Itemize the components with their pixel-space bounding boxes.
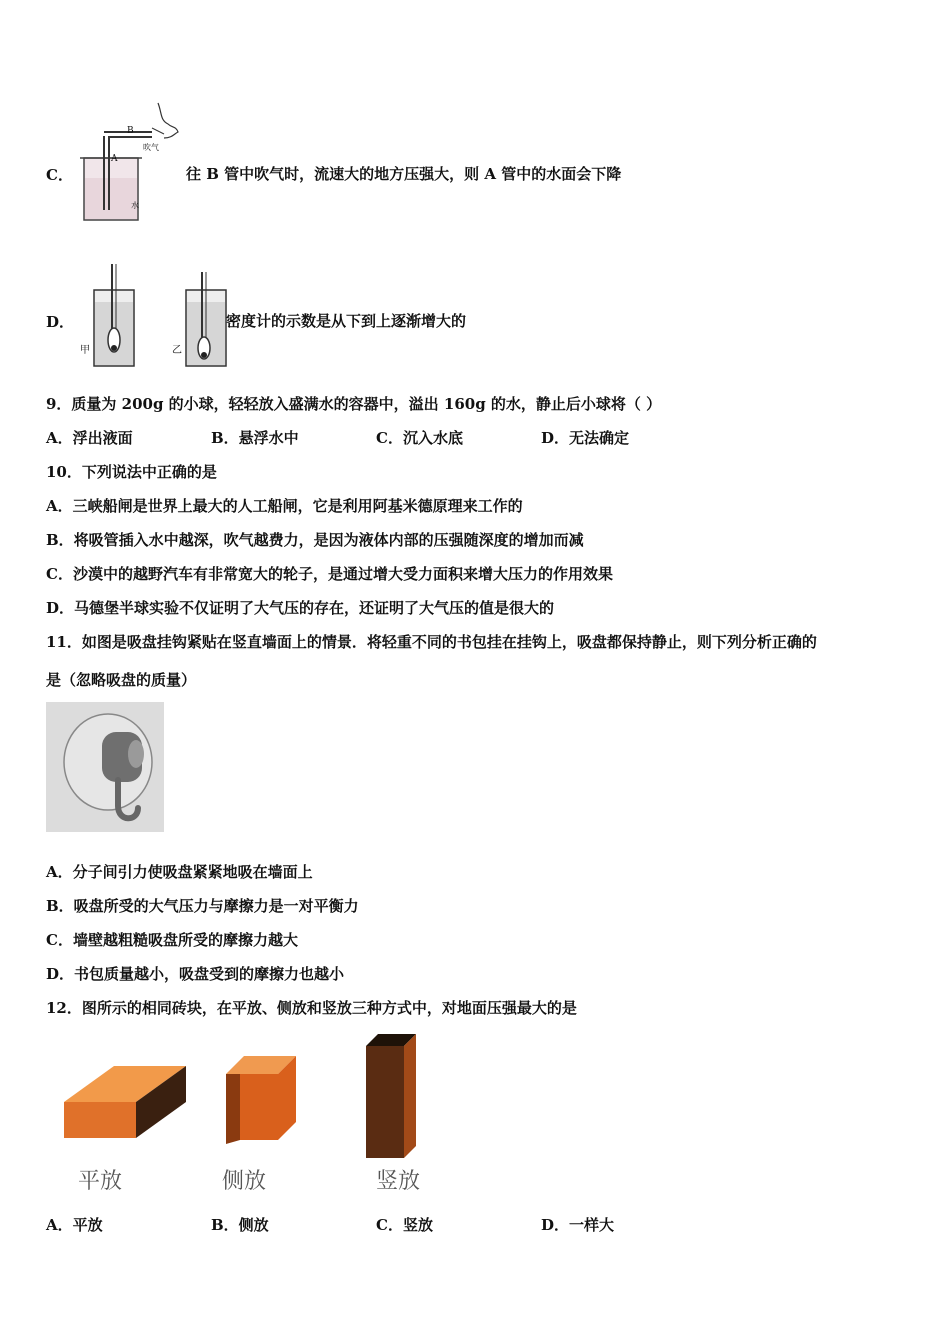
question-9-option-d: D．无法确定 <box>541 429 630 447</box>
question-11-option-c: C．墙壁越粗糙吸盘所受的摩擦力越大 <box>46 931 298 949</box>
question-12-stem: 12．图所示的相同砖块，在平放、侧放和竖放三种方式中，对地面压强最大的是 <box>46 999 577 1017</box>
brick-flat <box>60 1062 190 1142</box>
caption-side: 侧放 <box>222 1169 267 1194</box>
question-9-option-a: A．浮出液面 <box>46 429 133 447</box>
question-10-option-b: B．将吸管插入水中越深，吹气越费力，是因为液体内部的压强随深度的增加而减 <box>46 531 584 549</box>
question-12-option-c: C．竖放 <box>376 1216 433 1234</box>
brick-side <box>222 1052 302 1148</box>
option-d-text: 密度计的示数是从下到上逐渐增大的 <box>226 312 467 330</box>
option-c-label: C． <box>46 166 73 184</box>
question-12-option-b: B．侧放 <box>211 1216 269 1234</box>
hydrometer-jia-figure <box>84 262 144 372</box>
suction-hook-photo <box>46 702 164 832</box>
yi-label: 乙 <box>172 345 182 356</box>
question-10-stem: 10．下列说法中正确的是 <box>46 463 217 481</box>
question-9-option-c: C．沉入水底 <box>376 429 463 447</box>
jia-label: 甲 <box>80 345 90 356</box>
brick-upright <box>362 1032 422 1162</box>
question-11-option-d: D．书包质量越小，吸盘受到的摩擦力也越小 <box>46 965 345 983</box>
question-12-option-d: D．一样大 <box>541 1216 615 1234</box>
option-d-label: D． <box>46 313 75 331</box>
question-11-stem-line1: 11．如图是吸盘挂钩紧贴在竖直墙面上的情景．将轻重不同的书包挂在挂钩上，吸盘都保持静止，则下列分析正确的 <box>46 633 817 651</box>
question-10-option-a: A．三峡船闸是世界上最大的人工船闸，它是利用阿基米德原理来工作的 <box>46 497 523 515</box>
caption-upright: 竖放 <box>376 1169 421 1194</box>
tube-a-label: A <box>111 154 118 164</box>
question-9-stem: 9．质量为 200g 的小球，轻轻放入盛满水的容器中，溢出 160g 的水，静止后小球将（ ） <box>46 395 662 413</box>
water-label: 水 <box>131 201 139 210</box>
question-10-option-c: C．沙漠中的越野汽车有非常宽大的轮子，是通过增大受力面积来增大压力的作用效果 <box>46 565 613 583</box>
question-10-option-d: D．马德堡半球实验不仅证明了大气压的存在，还证明了大气压的值是很大的 <box>46 599 555 617</box>
question-11-option-a: A．分子间引力使吸盘紧紧地吸在墙面上 <box>46 863 313 881</box>
tube-b-label: B <box>127 126 134 136</box>
blow-label: 吹气 <box>143 143 159 152</box>
option-c-text: 往 B 管中吹气时，流速大的地方压强大，则 A 管中的水面会下降 <box>186 165 622 183</box>
question-12-option-a: A．平放 <box>46 1216 103 1234</box>
question-11-stem-line2: 是（忽略吸盘的质量） <box>46 671 197 689</box>
question-11-option-b: B．吸盘所受的大气压力与摩擦力是一对平衡力 <box>46 897 359 915</box>
question-9-option-b: B．悬浮水中 <box>211 429 299 447</box>
caption-flat: 平放 <box>78 1169 123 1194</box>
